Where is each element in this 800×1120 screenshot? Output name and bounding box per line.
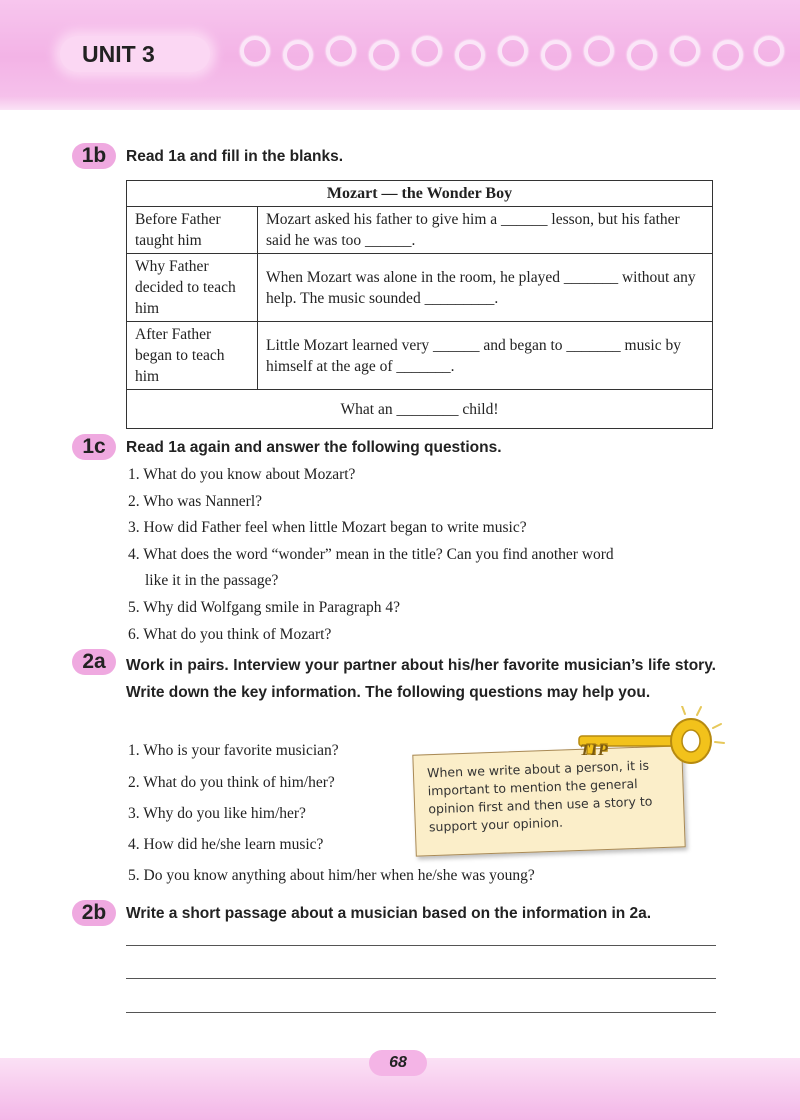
section-1b-heading: Read 1a and fill in the blanks. (126, 148, 344, 165)
table-row-label: Why Father decided to teach him (127, 254, 258, 322)
header-strip (0, 96, 800, 110)
unit-label: UNIT 3 (60, 36, 210, 72)
table-title: Mozart — the Wonder Boy (127, 181, 713, 207)
tip-label: TIP (580, 742, 609, 759)
writing-line[interactable] (126, 945, 716, 946)
question-item: 1. What do you know about Mozart? (128, 466, 356, 483)
question-item: 1. Who is your favorite musician? (128, 742, 339, 759)
section-2b-heading: Write a short passage about a musician based on the information in 2a. (126, 905, 652, 922)
section-tag-1b: 1b (72, 143, 116, 169)
section-1c-heading: Read 1a again and answer the following questions. (126, 439, 502, 456)
question-item: 6. What do you think of Mozart? (128, 626, 332, 643)
writing-line[interactable] (126, 978, 716, 979)
question-item: 3. Why do you like him/her? (128, 805, 306, 822)
question-item: 5. Why did Wolfgang smile in Paragraph 4? (128, 599, 400, 616)
question-item-continued: like it in the passage? (145, 572, 279, 589)
table-row-label: After Father began to teach him (127, 322, 258, 390)
section-tag-2b: 2b (72, 900, 116, 926)
section-2a-heading: Work in pairs. Interview your partner about his/her favorite musician’s life story. Write down the key information. The following questions may help you. (126, 657, 716, 701)
key-icon (575, 706, 725, 776)
question-item: 2. Who was Nannerl? (128, 493, 263, 510)
question-item: 3. How did Father feel when little Mozart began to write music? (128, 519, 527, 536)
question-item: 4. What does the word “wonder” mean in the title? Can you find another word (128, 546, 614, 563)
tip-text: When we write about a person, it is important to mention the general opinion first and then use a story to support your opinion. (426, 757, 653, 835)
fill-in-table (126, 180, 713, 429)
table-row-text: Mozart asked his father to give him a ______ lesson, but his father said he was too ______. (258, 207, 713, 254)
section-tag-2a: 2a (72, 649, 116, 675)
table-row-label: Before Father taught him (127, 207, 258, 254)
question-item: 5. Do you know anything about him/her when he/she was young? (128, 867, 535, 884)
table-row-text: When Mozart was alone in the room, he played _______ without any help. The music sounded _________. (258, 254, 713, 322)
table-row-text: Little Mozart learned very ______ and began to _______ music by himself at the age of _______. (258, 322, 713, 390)
page-number: 68 (369, 1050, 427, 1076)
question-item: 2. What do you think of him/her? (128, 774, 335, 791)
section-tag-1c: 1c (72, 434, 116, 460)
writing-line[interactable] (126, 1012, 716, 1013)
question-item: 4. How did he/she learn music? (128, 836, 324, 853)
table-footer-row: What an ________ child! (127, 390, 713, 429)
